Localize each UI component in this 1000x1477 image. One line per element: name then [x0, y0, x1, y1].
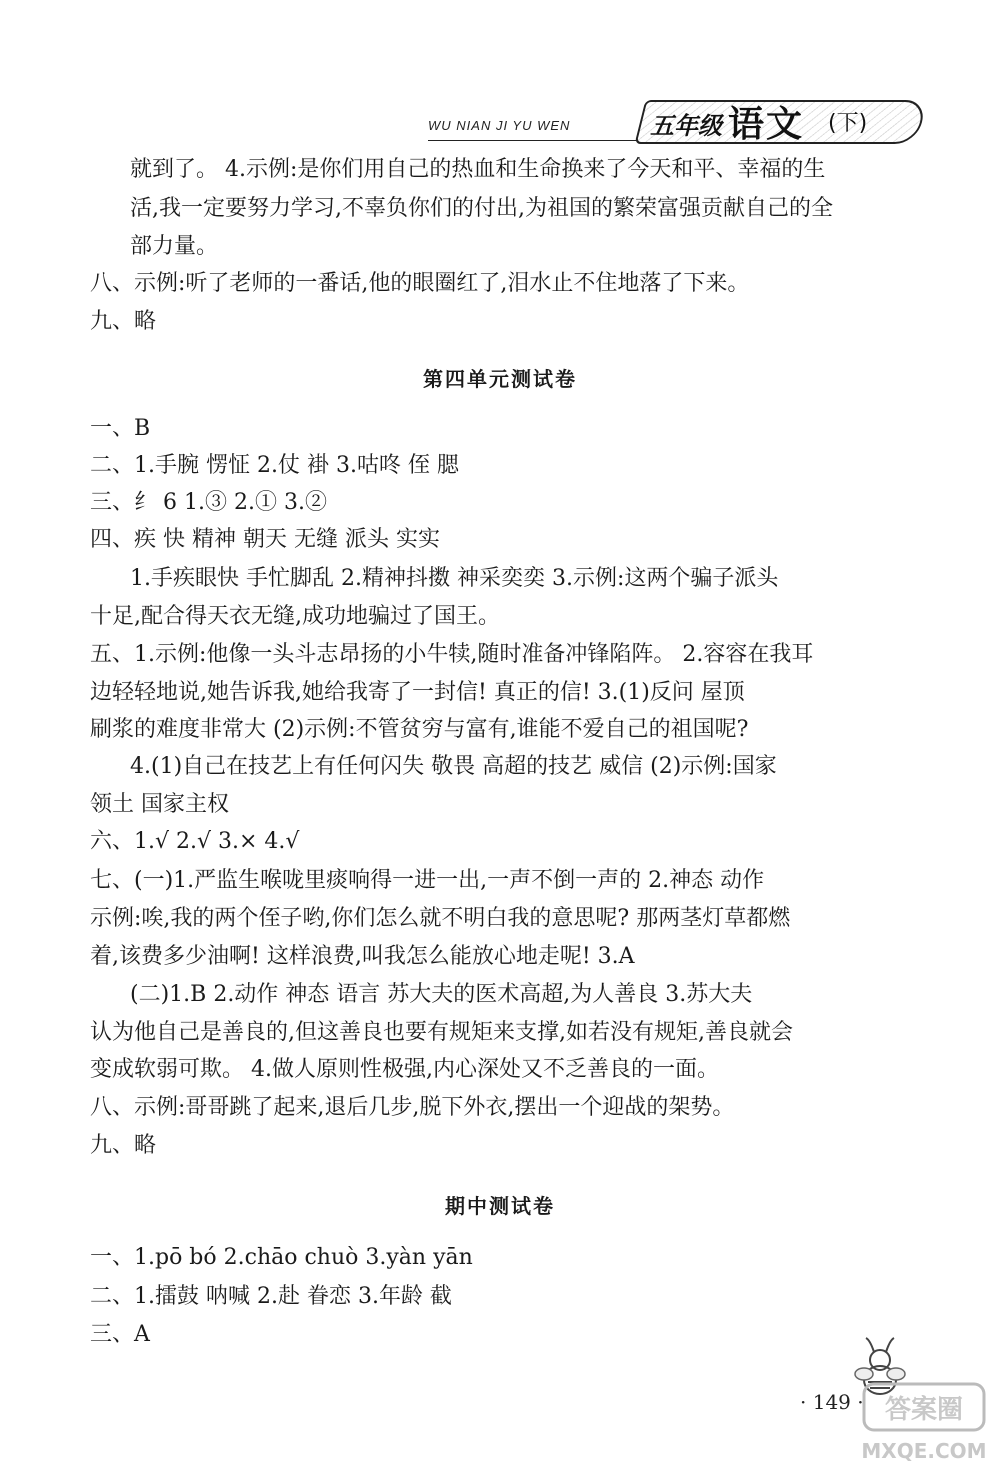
section-title: 第四单元测试卷 — [423, 367, 577, 391]
answer-line: 三、纟 6 1.③ 2.① 3.② — [90, 490, 327, 515]
answer-line: 1.手疾眼快 手忙脚乱 2.精神抖擞 神采奕奕 3.示例:这两个骗子派头 — [130, 566, 779, 591]
page-number: · 149 · — [800, 1390, 864, 1414]
watermark-text: MXQE.COM — [861, 1439, 987, 1463]
answer-line: 认为他自己是善良的,但这善良也要有规矩来支撑,如若没有规矩,善良就会 — [90, 1020, 793, 1045]
answer-line: 示例:唉,我的两个侄子哟,你们怎么就不明白我的意思呢? 那两茎灯草都燃 — [90, 906, 791, 931]
answer-line: 一、B — [90, 416, 151, 441]
text-line: 九、略 — [90, 309, 157, 334]
section-title: 期中测试卷 — [445, 1194, 555, 1218]
watermark-logo-icon — [860, 1378, 990, 1468]
text-line: 就到了。 4.示例:是你们用自己的热血和生命换来了今天和平、幸福的生 — [130, 157, 826, 182]
answer-line: 一、1.pō bó 2.chāo chuò 3.yàn yān — [90, 1245, 473, 1270]
answer-line: 4.(1)自己在技艺上有任何闪失 敬畏 高超的技艺 威信 (2)示例:国家 — [130, 754, 777, 779]
page-header — [428, 96, 918, 146]
answer-line: 二、1.手腕 愣怔 2.仗 褂 3.咕咚 侄 腮 — [90, 453, 459, 478]
answer-line: 五、1.示例:他像一头斗志昂扬的小牛犊,随时准备冲锋陷阵。 2.容容在我耳 — [90, 642, 814, 667]
answer-line: 七、(一)1.严监生喉咙里痰响得一进一出,一声不倒一声的 2.神态 动作 — [90, 868, 765, 893]
header-volume: (下) — [828, 111, 868, 136]
answer-line: 八、示例:哥哥跳了起来,退后几步,脱下外衣,摆出一个迎战的架势。 — [90, 1095, 735, 1120]
header-rule — [428, 140, 648, 141]
text-line: 部力量。 — [130, 234, 219, 259]
answer-line: 六、1.√ 2.√ 3.× 4.√ — [90, 829, 300, 854]
text-line: 活,我一定要努力学习,不辜负你们的付出,为祖国的繁荣富强贡献自己的全 — [130, 196, 833, 221]
answer-line: 四、疾 快 精神 朝天 无缝 派头 实实 — [90, 527, 440, 552]
header-pinyin: WU NIAN JI YU WEN — [428, 118, 571, 133]
answer-line: 刷浆的难度非常大 (2)示例:不管贫穷与富有,谁能不爱自己的祖国呢? — [90, 717, 749, 742]
answer-line: 九、略 — [90, 1133, 157, 1158]
answer-line: 边轻轻地说,她告诉我,她给我寄了一封信! 真正的信! 3.(1)反问 屋顶 — [90, 680, 745, 705]
answer-line: 着,该费多少油啊! 这样浪费,叫我怎么能放心地走呢! 3.A — [90, 944, 635, 969]
header-subject: 语文 — [728, 104, 805, 145]
answer-line: 领土 国家主权 — [90, 792, 229, 817]
answer-line: 变成软弱可欺。 4.做人原则性极强,内心深处又不乏善良的一面。 — [90, 1057, 719, 1082]
svg-text:答案圈: 答案圈 — [884, 1395, 964, 1425]
answer-line: 十足,配合得天衣无缝,成功地骗过了国王。 — [90, 604, 500, 629]
answer-line: 三、A — [90, 1322, 150, 1347]
answer-line: 二、1.擂鼓 呐喊 2.赴 眷恋 3.年龄 截 — [90, 1284, 452, 1309]
answer-line: (二)1.B 2.动作 神态 语言 苏大夫的医术高超,为人善良 3.苏大夫 — [130, 982, 753, 1007]
text-line: 八、示例:听了老师的一番话,他的眼圈红了,泪水止不住地落了下来。 — [90, 271, 750, 296]
header-grade: 五年级 — [650, 112, 722, 140]
